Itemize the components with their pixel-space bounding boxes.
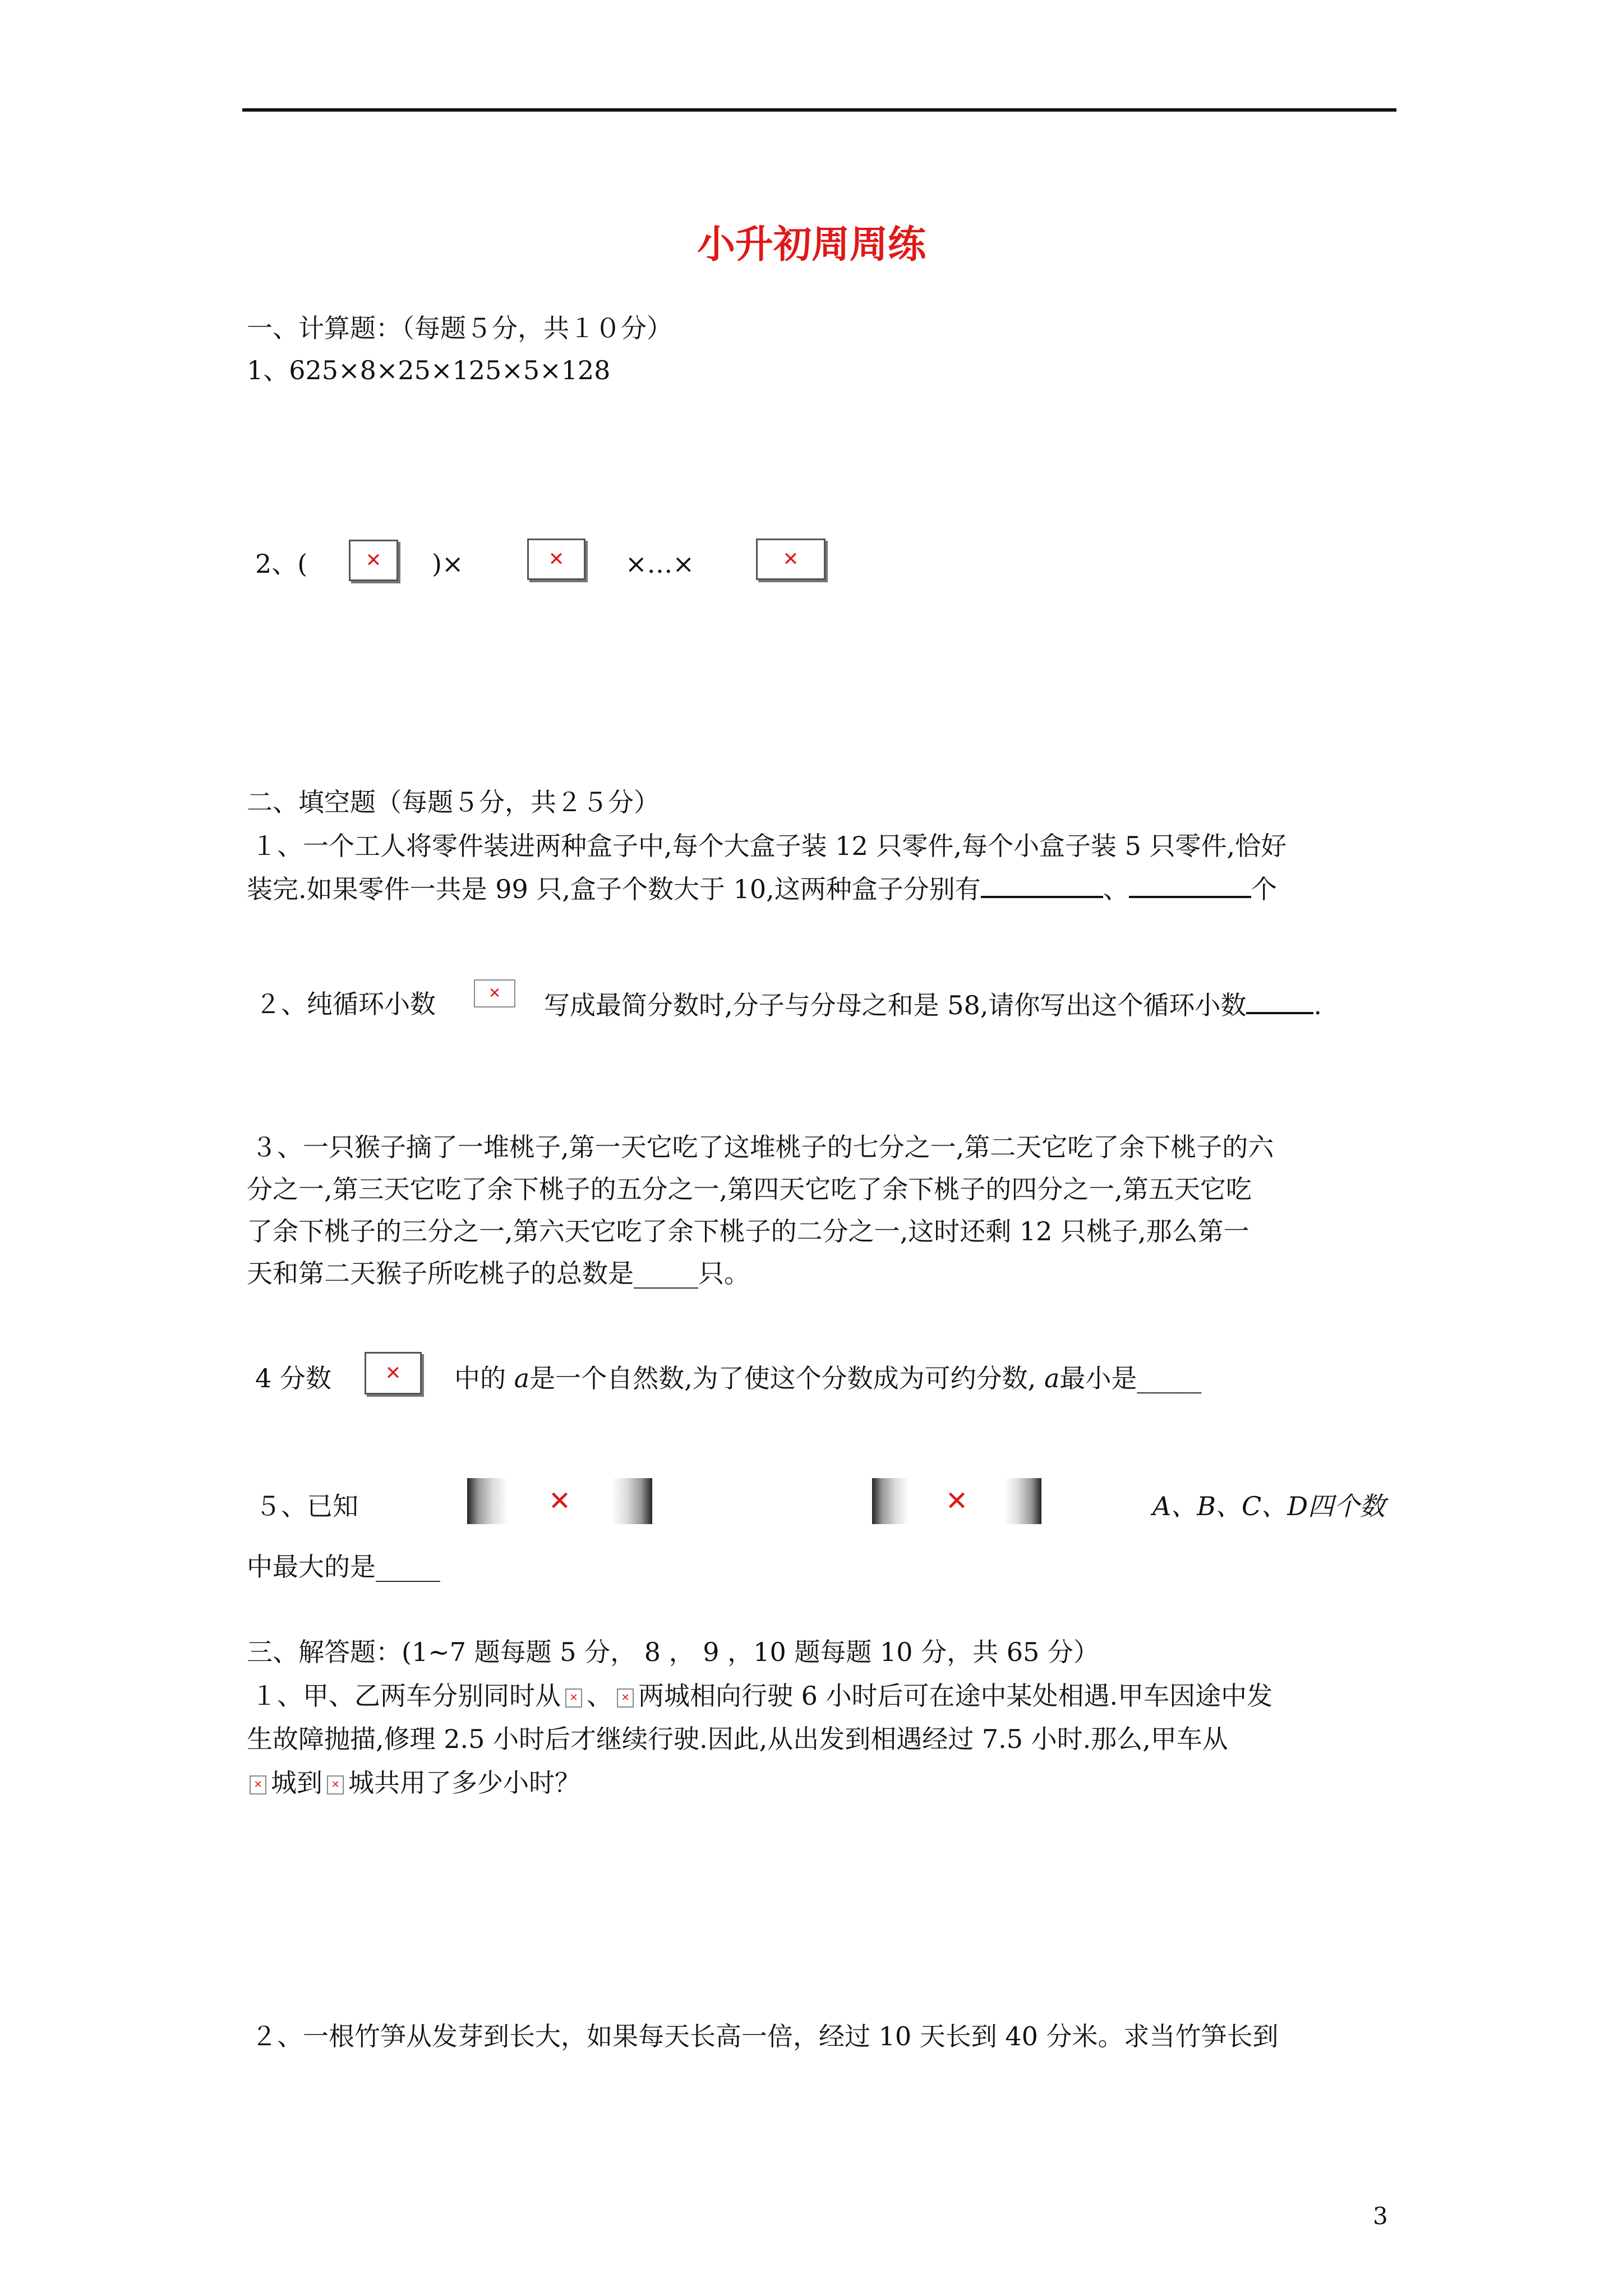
section3-heading: 三、解答题：(1~7 题每题 5 分， 8 ， 9 ，10 题每题 10 分，共 65 分） (247, 1637, 1099, 1667)
s2-q3-line3: 了余下桃子的三分之一,第六天它吃了余下桃子的二分之一,这时还剩 12 只桃子,那么第一 (247, 1216, 1249, 1246)
s2-q5-a: ５、已知 (255, 1491, 358, 1521)
broken-image-icon: ✕ (250, 1775, 266, 1795)
page-title: 小升初周周练 (697, 223, 926, 267)
s2-q4-b: 中的 a是一个自然数,为了使这个分数成为可约分数, a最小是_____ (454, 1363, 1202, 1393)
broken-image-icon: ✕ (617, 1688, 634, 1708)
broken-image-icon: ✕ (365, 1352, 422, 1395)
broken-image-icon: ✕ (327, 1775, 344, 1795)
s3-q1-line1: １、甲、乙两车分别同时从 ✕ 、 ✕ 两城相向行驶 6 小时后可在途中某处相遇.甲车因途中发 (251, 1681, 1273, 1711)
s1-q2-mid2: ×…× (625, 549, 695, 579)
broken-image-icon: ✕ (467, 1478, 652, 1524)
s2-q1-line1: １、一个工人将零件装进两种盒子中,每个大盒子装 12 只零件,每个小盒子装 5 只零件,恰好 (251, 831, 1287, 861)
header-rule (242, 108, 1396, 112)
s1-q2-mid1: )× (432, 549, 464, 579)
s1-q2-prefix: 2、( (255, 549, 308, 579)
broken-image-icon: ✕ (756, 539, 826, 580)
broken-image-icon: ✕ (565, 1688, 582, 1708)
s2-q4-a: 4 分数 (255, 1363, 331, 1393)
s2-q3-line2: 分之一,第三天它吃了余下桃子的五分之一,第四天它吃了余下桃子的四分之一,第五天它吃 (247, 1174, 1252, 1204)
page-number: 3 (1373, 2202, 1388, 2230)
s2-q3-line4: 天和第二天猴子所吃桃子的总数是_____只。 (247, 1258, 750, 1289)
s2-q3-line1: ３、一只猴子摘了一堆桃子,第一天它吃了这堆桃子的七分之一,第二天它吃了余下桃子的六 (251, 1132, 1274, 1162)
broken-image-icon: ✕ (527, 539, 585, 580)
section1-heading: 一、计算题：（每题５分，共１０分） (247, 313, 672, 343)
s1-q1: 1、625×8×25×125×5×128 (247, 355, 611, 385)
s3-q1-line3: ✕ 城到 ✕ 城共用了多少小时？ (250, 1766, 580, 1800)
s2-q5-line2: 中最大的是_____ (247, 1552, 440, 1582)
s2-q1-line2: 装完.如果零件一共是 99 只,盒子个数大于 10,这两种盒子分别有 、 个 (247, 871, 1277, 906)
broken-image-icon: ✕ (872, 1478, 1041, 1524)
section2-heading: 二、填空题（每题５分，共２５分） (247, 787, 660, 817)
s2-q2-a: ２、纯循环小数 (255, 989, 436, 1019)
answer-blank (981, 871, 1103, 898)
s2-q2-b: 写成最简分数时,分子与分母之和是 58,请你写出这个循环小数 . (544, 987, 1322, 1022)
broken-image-icon: ✕ (474, 979, 515, 1007)
broken-image-icon: ✕ (349, 540, 398, 581)
s3-q1-line2: 生故障抛描,修理 2.5 小时后才继续行驶.因此,从出发到相遇经过 7.5 小时.那么,甲车从 (247, 1724, 1228, 1754)
s2-q5-b: A、B、C、D四个数 (1152, 1491, 1386, 1521)
answer-blank (1246, 987, 1313, 1014)
s3-q2-line1: ２、一根竹笋从发芽到长大，如果每天长高一倍，经过 10 天长到 40 分米。求当竹笋长到 (251, 2021, 1279, 2051)
answer-blank (1129, 871, 1251, 898)
